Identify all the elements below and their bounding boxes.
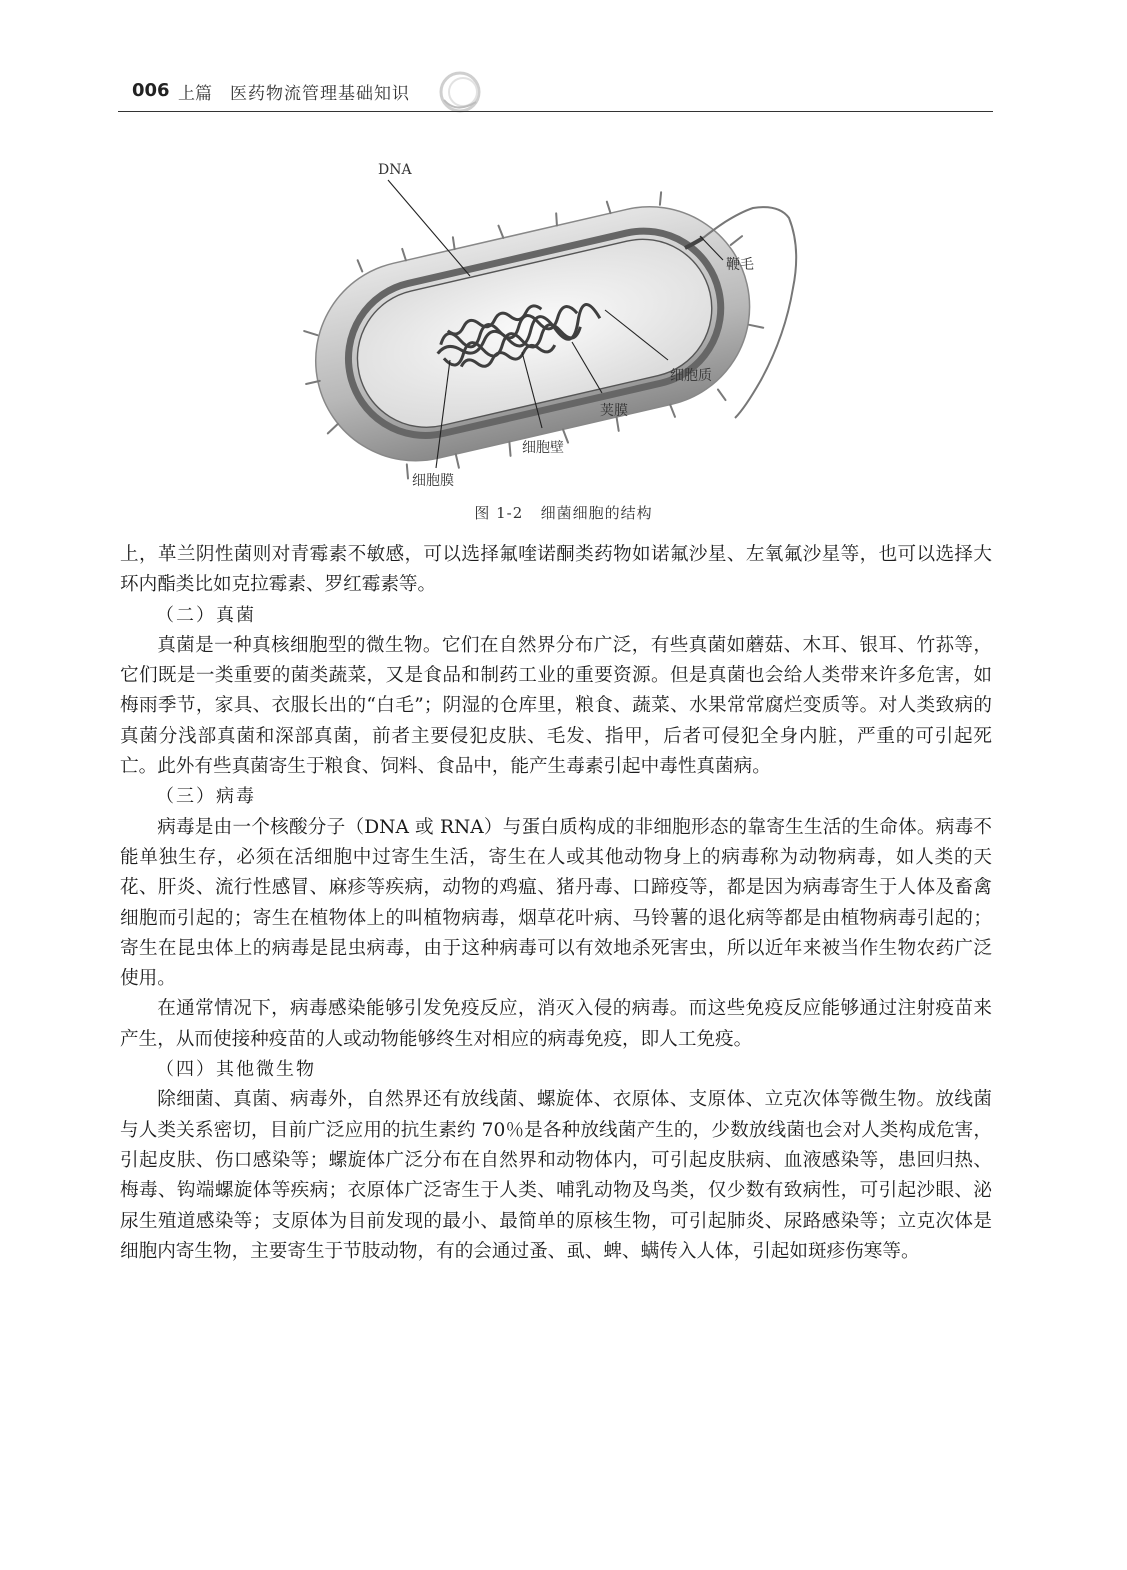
- bacteria-cell-illustration: [290, 150, 810, 520]
- label-cytoplasm: 细胞质: [670, 368, 712, 384]
- page-number: 006: [132, 80, 170, 101]
- label-capsule: 荚膜: [600, 403, 628, 419]
- heading-other-microbes: （四）其他微生物: [156, 1059, 316, 1081]
- bacteria-figure: [290, 150, 810, 520]
- paragraph-virus-2: 在通常情况下，病毒感染能够引发免疫反应，消灭入侵的病毒。而这些免疫反应能够通过注射疫苗来产生，从而使接种疫苗的人或动物能够终生对相应的病毒免疫，即人工免疫。: [120, 998, 992, 1050]
- part-label: 上篇: [178, 84, 212, 104]
- caption-number: 图 1-2: [474, 504, 524, 522]
- label-cell-membrane: 细胞膜: [412, 473, 454, 489]
- figure-caption: [0, 502, 1127, 523]
- paragraph-continuation: 上，革兰阴性菌则对青霉素不敏感，可以选择氟喹诺酮类药物如诺氟沙星、左氧氟沙星等，也可以选择大环内酯类比如克拉霉素、罗红霉素等。: [120, 544, 992, 596]
- header-rule: [118, 111, 993, 112]
- paragraph-other-microbes: 除细菌、真菌、病毒外，自然界还有放线菌、螺旋体、衣原体、支原体、立克次体等微生物。放线菌与人类关系密切，目前广泛应用的抗生素约 70％是各种放线菌产生的，少数放线菌也会对人类构成危害，引起皮肤、伤口感染等；螺旋体广泛分布在自然界和动物体内，可引起皮肤病、血液感染等，患回归热、梅毒、钩端螺旋体等疾病；衣原体广泛寄生于人类、哺乳动物及鸟类，仅少数有致病性，可引起沙眼、泌尿生殖道感染等；支原体为目前发现的最小、最简单的原核生物，可引起肺炎、尿路感染等；立克次体是细胞内寄生物，主要寄生于节肢动物，有的会通过蚤、虱、蜱、螨传入人体，引起如斑疹伤寒等。: [120, 1089, 992, 1262]
- caption-title: 细菌细胞的结构: [540, 504, 653, 522]
- heading-virus: （三）病毒: [156, 786, 256, 808]
- page-header: [118, 76, 993, 112]
- label-dna: DNA: [378, 162, 412, 178]
- label-flagellum: 鞭毛: [726, 257, 754, 273]
- body-text: [120, 540, 992, 1267]
- paragraph-virus-1: 病毒是由一个核酸分子（DNA 或 RNA）与蛋白质构成的非细胞形态的靠寄生生活的生命体。病毒不能单独生存，必须在活细胞中过寄生生活，寄生在人或其他动物身上的病毒称为动物病毒，如人类的天花、肝炎、流行性感冒、麻疹等疾病，动物的鸡瘟、猪丹毒、口蹄疫等，都是因为病毒寄生于人体及畜禽细胞而引起的；寄生在植物体上的叫植物病毒，烟草花叶病、马铃薯的退化病等都是由植物病毒引起的；寄生在昆虫体上的病毒是昆虫病毒，由于这种病毒可以有效地杀死害虫，所以近年来被当作生物农药广泛使用。: [120, 816, 992, 990]
- paragraph-fungi: 真菌是一种真核细胞型的微生物。它们在自然界分布广泛，有些真菌如蘑菇、木耳、银耳、竹荪等，它们既是一类重要的菌类蔬菜，又是食品和制药工业的重要资源。但是真菌也会给人类带来许多危害，如梅雨季节，家具、衣服长出的“白毛”；阴湿的仓库里，粮食、蔬菜、水果常常腐烂变质等。对人类致病的真菌分浅部真菌和深部真菌，前者主要侵犯皮肤、毛发、指甲，后者可侵犯全身内脏，严重的可引起死亡。此外有些真菌寄生于粮食、饲料、食品中，能产生毒素引起中毒性真菌病。: [120, 634, 992, 778]
- heading-fungi: （二）真菌: [156, 604, 256, 626]
- book-title: 医药物流管理基础知识: [230, 84, 410, 104]
- header-ornament-icon: [436, 70, 486, 114]
- label-cell-wall: 细胞壁: [522, 440, 564, 456]
